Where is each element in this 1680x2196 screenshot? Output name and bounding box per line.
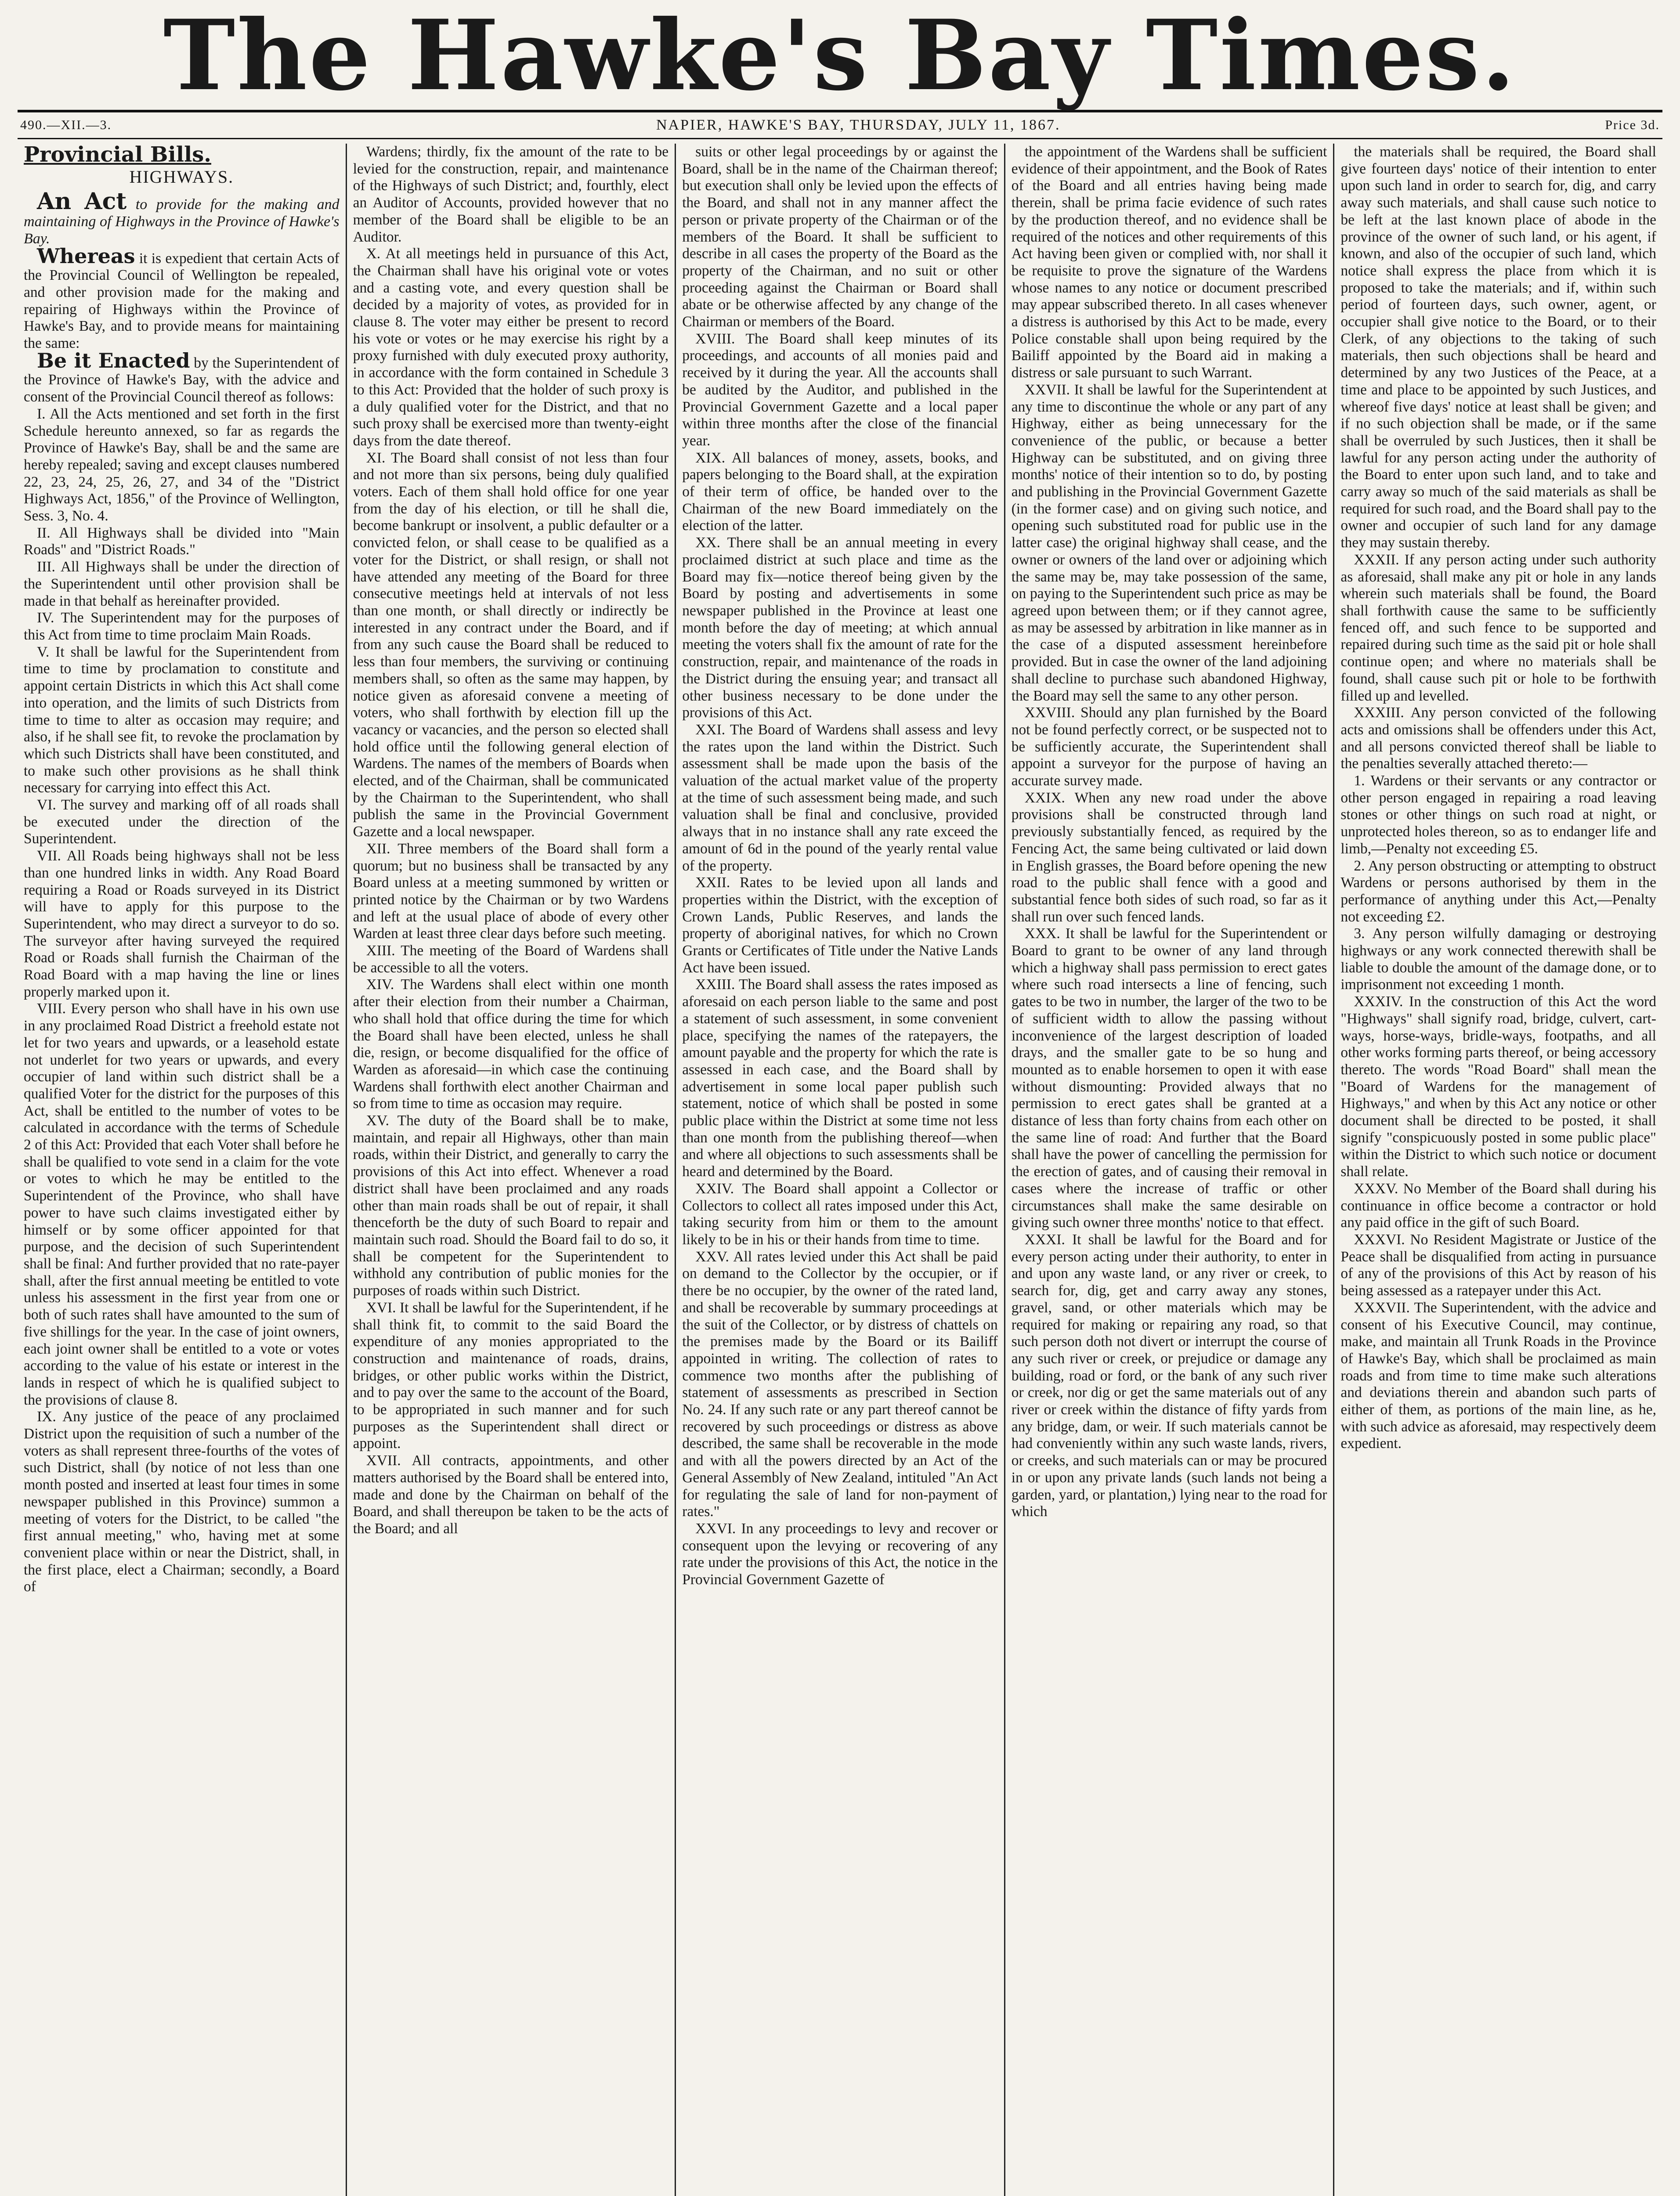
enacted-lead: Be it Enacted	[37, 348, 190, 372]
paragraph: XX. There shall be an annual meeting in every proclaimed district at such place and time as the Board may fix—notice thereof being given by the Board by posting and advertisements in some newspaper published in the Province at least one month before the day of meeting; at which annual meeting the voters shall fix the amount of rate for the construction, repair, and maintenance of the roads in the District during the ensuing year; and transact all other business necessary to be done under the provisions of this Act.	[682, 535, 998, 721]
paragraph: 1. Wardens or their servants or any contractor or other person engaged in repairing a road leaving stones or other things on such road at night, or unprotected holes thereon, so as to endanger life and limb,—Penalty not exceeding £5.	[1340, 773, 1656, 857]
paragraph: XXVI. In any proceedings to levy and recover or consequent upon the levying or recovering of any rate under the provisions of this Act, the notice in the Provincial Government Gazette of	[682, 1520, 998, 1588]
paragraph: XXXIV. In the construction of this Act the word "Highways" shall signify road, bridge, culvert, cart-ways, horse-ways, bridle-ways, footpaths, and all other works forming parts thereof, or being accessory thereto. The words "Road Board" shall mean the "Board of Wardens for the management of Highways," and when by this Act any notice or other document shall be directed to be posted, it shall signify "conspicuously posted in some public place" within the District to which such notice or document shall relate.	[1340, 993, 1656, 1180]
paragraph: XI. The Board shall consist of not less than four and not more than six persons, being duly qualified voters. Each of them shall hold office for one year from the day of his election, or till he shall die, become bankrupt or insolvent, a public defaulter or a convicted felon, or shall cease to be qualified as a voter for the District, or shall resign, or shall not have attended any meeting of the Board for three consecutive meetings held at intervals of not less than one month, or shall directly or indirectly be interested in any contract under the Board, and if from any such cause the Board shall be reduced to less than four members, the surviving or continuing members shall, so often as the same may happen, by notice given as aforesaid convene a meeting of voters, who shall forthwith by election fill up the vacancy or vacancies, and the person so elected shall hold office until the following general election of Wardens. The names of the members of Boards when elected, and of the Chairman, shall be communicated by the Chairman to the Superintendent, who shall publish the same in the Provincial Government Gazette and a local newspaper.	[353, 449, 669, 840]
column-3	[676, 144, 1005, 2196]
column-4-body	[1012, 144, 1327, 1521]
paragraph: 3. Any person wilfully damaging or destroying highways or any work connected therewith shall be liable to double the amount of the damage done, or to imprisonment not exceeding 1 month.	[1340, 925, 1656, 993]
paragraph: XXXV. No Member of the Board shall during his continuance in office become a contractor or hold any paid office in the gift of such Board.	[1340, 1180, 1656, 1231]
issue-number: 490.—XII.—3.	[20, 118, 112, 132]
column-2	[347, 144, 676, 2196]
paragraph: IX. Any justice of the peace of any proclaimed District upon the requisition of such a number of the voters as shall represent three-fourths of the votes of such District, shall (by notice of not less than one month posted and inserted at least four times in some newspaper published in this Province) summon a meeting of voters for the District, to be called "the first annual meeting," who, having met at some convenient place within or near the District, shall, in the first place, elect a Chairman; secondly, a Board of	[24, 1409, 340, 1595]
paragraph: XXI. The Board of Wardens shall assess and levy the rates upon the land within the District. Such assessment shall be made upon the basis of the valuation of the actual market value of the property at the time of such assessment being made, and such valuation shall be final and conclusive, provided always that in no instance shall any rate exceed the amount of 6d in the pound of the yearly rental value of the property.	[682, 721, 998, 874]
enacted-text: by the Superintendent of the Province of Hawke's Bay, with the advice and consent of the Provincial Council thereof as follows:	[24, 354, 340, 405]
paragraph: 2. Any person obstructing or attempting to obstruct Wardens or persons authorised by them in the performance of anything under this Act,—Penalty not exceeding £2.	[1340, 857, 1656, 925]
whereas-paragraph	[24, 244, 340, 352]
paragraph: XVII. All contracts, appointments, and other matters authorised by the Board shall be entered into, made and done by the Chairman on behalf of the Board, and shall thereupon be taken to be the acts of the Board; and all	[353, 1452, 669, 1537]
column-5-body	[1340, 144, 1656, 773]
paragraph: the appointment of the Wardens shall be sufficient evidence of their appointment, and the Book of Rates of the Board and all entries having being made therein, shall be prima facie evidence of such rates by the production thereof, and no evidence shall be required of the notices and other requirements of this Act having been given or complied with, nor shall it be requisite to prove the signature of the Wardens whose names to any notice or document prescribed may appear subscribed thereto. In all cases whenever a distress is authorised by this Act to be made, every Police constable shall upon being required by the Bailiff appointed by the Board aid in making a distress or sale pursuant to such Warrant.	[1011, 144, 1327, 381]
whereas-text: it is expedient that certain Acts of the Provincial Council of Wellington be repealed, and other provision made for the making and repairing of Highways within the Province of Hawke's Bay, and to provide means for maintaining the same:	[24, 250, 340, 352]
dateline-bar	[18, 110, 1662, 139]
column-1-body	[24, 406, 340, 1596]
paragraph: XVIII. The Board shall keep minutes of its proceedings, and accounts of all monies paid and received by it during the year. All the accounts shall be audited by the Auditor, and published in the Provincial Government Gazette and a local paper within three months after the close of the financial year.	[682, 330, 998, 449]
penalty-list	[1340, 773, 1656, 993]
column-1	[18, 144, 347, 2196]
column-5	[1334, 144, 1662, 2196]
column-5-end	[1340, 993, 1656, 1452]
enacted-paragraph	[24, 348, 340, 406]
paragraph: XXXVII. The Superintendent, with the advice and consent of his Executive Council, may continue, make, and maintain all Trunk Roads in the Province of Hawke's Bay, which shall be proclaimed as main roads and from time to time make such alterations and deviations therein and abandon such parts of either of them, as portions of the main line, as he, with such advice as aforesaid, may respectively deem expedient.	[1340, 1299, 1656, 1452]
paragraph: XXIV. The Board shall appoint a Collector or Collectors to collect all rates imposed under this Act, taking security from him or them to the amount likely to be in his or their hands from time to time.	[682, 1180, 998, 1248]
column-3-body	[682, 144, 998, 1589]
paragraph: XIV. The Wardens shall elect within one month after their election from their number a Chairman, who shall hold that office during the time for which the Board shall have been elected, unless he shall die, resign, or become disqualified for the office of Warden as aforesaid—in which case the continuing Wardens shall forthwith elect another Chairman and so from time to time as occasion may require.	[353, 976, 669, 1112]
paragraph: XXXVI. No Resident Magistrate or Justice of the Peace shall be disqualified from acting in pursuance of any of the provisions of this Act by reason of his being assessed as a ratepayer under this Act.	[1340, 1232, 1656, 1299]
paragraph: the materials shall be required, the Board shall give fourteen days' notice of their intention to enter upon such land in order to search for, dig, and carry away such materials, and shall cause such notice to be left at the last known place of abode in the province of the owner of such land, or his agent, if known, and also of the occupier of such land, which notice shall express the place from which it is proposed to take the materials; and if, within such period of fourteen days, such owner, agent, or occupier shall give notice to the Board, or to their Clerk, of any objections to the taking of such materials, then such objections shall be heard and determined by any two Justices of the Peace, at a time and place to be appointed by such Justices, and whereof five days' notice at least shall be given; and if no such objection shall be made, or if the same shall be overruled by such Justices, then it shall be lawful for any person acting under the authority of the Board to enter upon such land, and to take and carry away so much of the said materials as shall be required for such road, and the Board shall pay to the owner and occupier of such land for any damage they may sustain thereby.	[1340, 144, 1656, 551]
act-title	[24, 188, 340, 247]
masthead	[18, 0, 1662, 110]
paragraph: XXXI. It shall be lawful for the Board and for every person acting under their authority, to enter in and upon any waste land, or any river or creek, to search for, dig, get and carry away any stones, gravel, sand, or other materials which may be required for making or repairing any road, so that such person doth not divert or interrupt the course of any such river or creek, or prejudice or damage any building, road or ford, or the bank of any such river or creek, nor dig or get the same materials out of any river or creek within the distance of fifty yards from any bridge, dam, or weir. If such materials cannot be had conveniently within any such waste lands, rivers, or creeks, and such materials can or may be procured in or upon any private lands (such lands not being a garden, yard, or plantation,) lying near to the road for which	[1011, 1232, 1327, 1520]
paragraph: VI. The survey and marking off of all roads shall be executed under the direction of the Superintendent.	[24, 797, 340, 847]
paragraph: suits or other legal proceedings by or against the Board, shall be in the name of the Chairman thereof; but execution shall only be levied upon the effects of the Board, and shall not in any manner affect the person or private property of the Chairman or of the members of the Board. It shall be sufficient to describe in all cases the property of the Board as the property of the Chairman, and no suit or other proceeding against the Chairman or Board shall abate or be otherwise affected by any change of the Chairman or members of the Board.	[682, 144, 998, 330]
paragraph: III. All Highways shall be under the direction of the Superintendent until other provision shall be made in that behalf as hereinafter provided.	[24, 559, 340, 609]
paragraph: XXVII. It shall be lawful for the Superintendent at any time to discontinue the whole or any part of any Highway, either as being unnecessary for the convenience of the public, or because a better Highway can be substituted, and on giving three months' notice of their intention so to do, by posting and publishing in the Provincial Government Gazette (in the former case) and on giving such notice, and opening such substituted road for public use in the latter case) the original highway shall cease, and the owner or owners of the land over or adjoining which the same may be, may take possession of the same, on paying to the Superintendent such price as may be agreed upon between them; or if they cannot agree, as may be assessed by arbitration in like manner as in the case of a disputed assessment hereinbefore provided. But in case the owner of the land adjoining shall decline to purchase such abandoned Highway, the Board may sell the same to any other person.	[1011, 381, 1327, 704]
paragraph: XXIX. When any new road under the above provisions shall be constructed through land previously substantially fenced, as required by the Fencing Act, the same being cultivated or laid down in English grasses, the Board before opening the new road to the public shall fence with a good and substantial fence both sides of such road, so far as it shall run over such fenced lands.	[1011, 789, 1327, 925]
paragraph: XVI. It shall be lawful for the Superintendent, if he shall think fit, to commit to the said Board the expenditure of any monies appropriated to the construction and maintenance of roads, drains, bridges, or other public works within the District, and to pay over the same to the account of the Board, to be appropriated in such manner and for such purposes as the Superintendent shall direct or appoint.	[353, 1299, 669, 1452]
paragraph: XXXII. If any person acting under such authority as aforesaid, shall make any pit or hole in any lands wherein such materials shall be found, the Board shall forthwith cause the same to be sufficiently fenced off, and such fence to be supported and repaired during such time as the said pit or hole shall continue open; and where no materials shall be found, shall cause such pit or hole to be forthwith filled up and levelled.	[1340, 551, 1656, 704]
column-2-body	[353, 144, 669, 1538]
paragraph: XXVIII. Should any plan furnished by the Board not be found perfectly correct, or be suspected not to be sufficiently accurate, the Superintendent shall appoint a surveyor for the purpose of having an accurate survey made.	[1011, 704, 1327, 789]
dateline: NAPIER, HAWKE'S BAY, THURSDAY, JULY 11, 1867.	[656, 117, 1061, 133]
paragraph: VII. All Roads being highways shall not be less than one hundred links in width. Any Road Board requiring a Road or Roads surveyed in its District will have to apply for this purpose to the Superintendent, who may direct a surveyor to do so. The surveyor after having surveyed the required Road or Roads shall furnish the Chairman of the Road Board with a map having the line or lines properly marked upon it.	[24, 848, 340, 1000]
paragraph: XXX. It shall be lawful for the Superintendent or Board to grant to be owner of any land through which a highway shall pass permission to erect gates where such road intersects a line of fencing, such gates to be two in number, the larger of the two to be of sufficient width to allow the passing without inconvenience of the largest description of loaded drays, and the smaller gate to be so hung and mounted as to enable horsemen to open it with ease without dismounting: Provided always that no permission to erect gates shall be granted at a distance of less than forty chains from each other on the same line of road: And further that the Board shall have the power of cancelling the permission for the erection of gates, and of causing their removal in cases where the increase of traffic or other circumstances shall make the same desirable on giving such owner three months' notice to that effect.	[1011, 925, 1327, 1231]
article-headline: HIGHWAYS.	[129, 166, 234, 187]
paragraph: Wardens; thirdly, fix the amount of the rate to be levied for the construction, repair, and maintenance of the Highways of such District; and, fourthly, elect an Auditor of Accounts, provided however that no member of the Board shall be eligible to be an Auditor.	[353, 144, 669, 245]
paragraph: XXV. All rates levied under this Act shall be paid on demand to the Collector by the occupier, or if there be no occupier, by the owner of the rated land, and shall be recoverable by summary proceedings at the suit of the Collector, or by distress of chattels on the premises made by the Board or its Bailiff appointed in writing. The collection of rates to commence two months after the publishing of statement of assessments as prescribed in Section No. 24. If any such rate or any part thereof cannot be recovered by such proceedings or distress as above described, the same shall be recoverable in the mode and with all the powers directed by an Act of the General Assembly of New Zealand, intituled "An Act for regulating the sale of land for non-payment of rates."	[682, 1248, 998, 1520]
paragraph: XXIII. The Board shall assess the rates imposed as aforesaid on each person liable to the same and post a statement of such assessment, in some convenient place, specifying the names of the ratepayers, the amount payable and the property for which the rate is assessed in each case, and the Board shall by advertisement in some local paper publish such statement, notice of which shall be posted in some public place within the District at some time not less than one month from the publishing thereof—when and where all objections to such assessments shall be heard and determined by the Board.	[682, 976, 998, 1180]
paragraph: XIX. All balances of money, assets, books, and papers belonging to the Board shall, at the expiration of their term of office, be handed over to the Chairman of the new Board immediately on the election of the latter.	[682, 449, 998, 534]
paragraph: IV. The Superintendent may for the purposes of this Act from time to time proclaim Main Roads.	[24, 610, 340, 643]
column-4	[1005, 144, 1335, 2196]
article-columns	[18, 144, 1662, 2196]
paragraph: XXXIII. Any person convicted of the following acts and omissions shall be offenders under this Act, and all persons convicted thereof shall be liable to the penalties severally attached thereto:—	[1340, 704, 1656, 772]
act-lead: An Act	[37, 188, 127, 215]
paragraph: XXII. Rates to be levied upon all lands and properties within the District, with the exception of Crown Lands, Public Reserves, and lands the property of aboriginal natives, for which no Crown Grants or Certificates of Title under the Native Lands Act have been issued.	[682, 874, 998, 976]
paragraph: X. At all meetings held in pursuance of this Act, the Chairman shall have his original vote or votes and a casting vote, and every question shall be decided by a majority of votes, as provided for in clause 8. The voter may either be present to record his vote or votes or he may exercise his right by a proxy furnished with duly executed proxy authority, in accordance with the form contained in Schedule 3 to this Act: Provided that the holder of such proxy is a duly qualified voter for the District, and that no such proxy shall be exercised more than twenty-eight days from the date thereof.	[353, 246, 669, 449]
paragraph: XIII. The meeting of the Board of Wardens shall be accessible to all the voters.	[353, 943, 669, 976]
paragraph: XV. The duty of the Board shall be to make, maintain, and repair all Highways, other than main roads, within their District, and generally to carry the provisions of this Act into effect. Whenever a road district shall have been proclaimed and any roads other than main roads shall be out of repair, it shall thenceforth be the duty of such Board to repair and maintain such road. Should the Board fail to do so, it shall be competent for the Superintendent to withhold any contribution of public monies for the purposes of roads within such District.	[353, 1112, 669, 1299]
whereas-lead: Whereas	[37, 244, 135, 268]
paragraph: II. All Highways shall be divided into "Main Roads" and "District Roads."	[24, 524, 340, 558]
price: Price 3d.	[1605, 118, 1660, 132]
paragraph: VIII. Every person who shall have in his own use in any proclaimed Road District a freehold estate not let for two years and upwards, or a leasehold estate not underlet for two years or upwards, and every occupier of land within such district shall be a qualified Voter for the district for the purposes of this Act, shall be entitled to the number of votes to be calculated in accordance with the terms of Schedule 2 of this Act: Provided that each Voter shall before he shall be qualified to vote send in a claim for the vote or votes to which he may be entitled to the Superintendent of the Province, who shall have power to have such claims investigated either by himself or by some officer appointed for that purpose, and the decision of such Superintendent shall be final: And further provided that no rate-payer shall, after the first annual meeting be entitled to vote unless his assessment in the first year from one or both of such rates shall have amounted to the sum of five shillings for the year. In the case of joint owners, each joint owner shall be entitled to a vote or votes according to the value of his estate or interest in the lands in respect of which he is qualified subject to the provisions of clause 8.	[24, 1000, 340, 1408]
section-heading: Provincial Bills.	[24, 144, 211, 167]
newspaper-title: The Hawke's Bay Times.	[163, 0, 1517, 112]
paragraph: I. All the Acts mentioned and set forth in the first Schedule hereunto annexed, so far as regards the Province of Hawke's Bay, shall be and the same are hereby repealed; saving and except clauses numbered 22, 23, 24, 25, 26, 27, and 34 of the "District Highways Act, 1856," of the Province of Wellington, Sess. 3, No. 4.	[24, 405, 340, 524]
paragraph: V. It shall be lawful for the Superintendent from time to time by proclamation to constitute and appoint certain Districts in which this Act shall come into operation, and the limits of such Districts from time to time to alter as occasion may require; and also, if he shall see fit, to revoke the proclamation by which such Districts shall have been constituted, and to make such other provisions as he shall think necessary for carrying into effect this Act.	[24, 643, 340, 796]
paragraph: XII. Three members of the Board shall form a quorum; but no business shall be transacted by any Board unless at a meeting summoned by written or printed notice by the Chairman or by two Wardens and left at the usual place of abode of every other Warden at least three clear days before such meeting.	[353, 840, 669, 942]
act-title-text: to provide for the making and maintaining of Highways in the Province of Hawke's Bay.	[24, 196, 340, 247]
